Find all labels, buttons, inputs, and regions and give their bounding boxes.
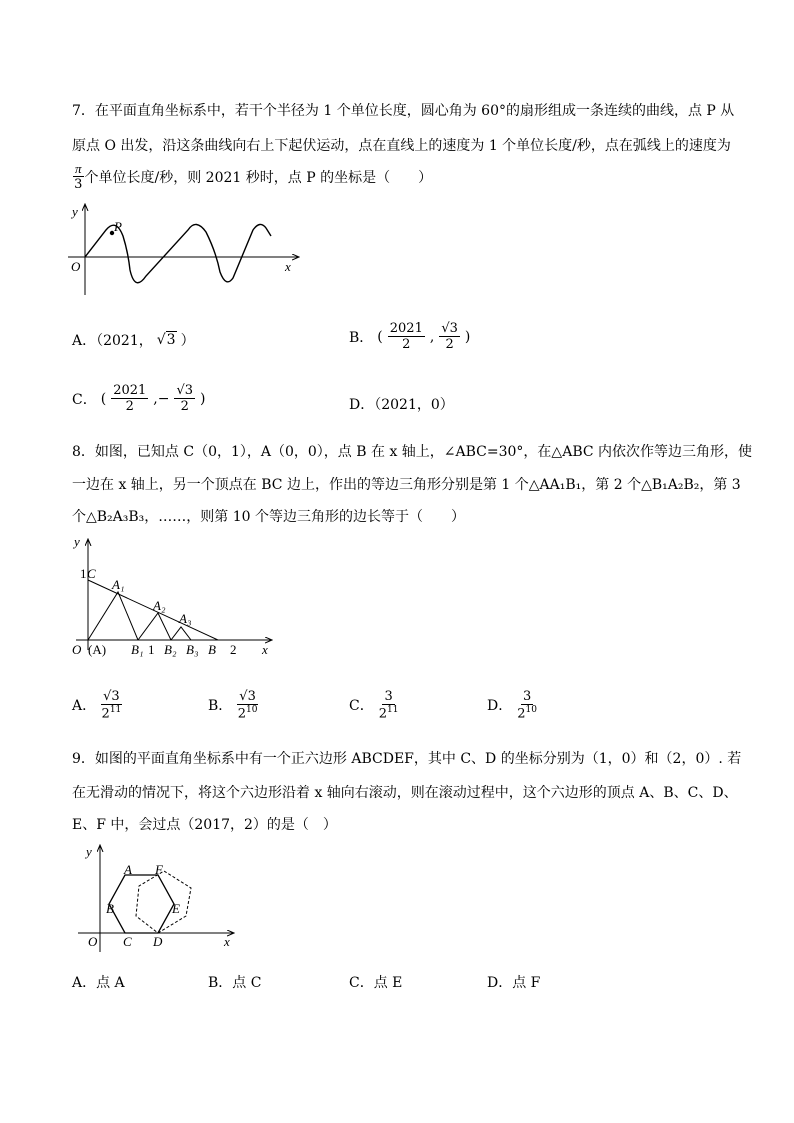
q7-figure [68,200,303,300]
x-label: x [285,259,291,274]
origin-label: O [71,259,81,274]
y-label: y [72,204,78,219]
q8-option-a[interactable]: A． $\frac{√3}{2^{11}}$ [72,689,122,722]
q8-option-c[interactable]: C． $\frac{3}{2^{11}}$ [349,689,399,722]
c-label: C [123,934,132,949]
q7-line2: 原点 O 出发，沿这条曲线向右上下起伏运动，点在直线上的速度为 1 个单位长度/秒，点在弧线上的速度为 [72,138,731,154]
origin-label: O [88,934,98,949]
sqrt-3: √3 [156,332,176,348]
x-two-label: 2 [230,642,237,657]
option-a-label: A．（2021， [72,333,153,349]
a-paren-label: (A) [88,642,107,657]
y-one-label: 1 [80,566,87,581]
q9-figure [78,840,238,955]
q9-option-c[interactable]: C．点 E [349,975,403,991]
hexagon-abcdef [109,875,174,933]
x-one-label: 1 [148,642,155,657]
option-a-label: A． [72,698,97,715]
q7-option-b[interactable]: B． ( $\frac{2021}{2}$ , $\frac{√3}{2}$ ) [349,321,471,352]
pi-symbol: π [75,161,82,176]
q9-option-a[interactable]: A．点 A [72,975,125,991]
q8-line1: 8．如图，已知点 C（0，1），A（0，0），点 B 在 x 轴上，∠ABC=30°，在△ABC 内依次作等边三角形，使 [72,444,753,460]
option-c-label: C． [72,391,97,408]
q7-option-a[interactable] [72,330,195,350]
q8-line2: 一边在 x 轴上，另一个顶点在 BC 边上，作出的等边三角形分别是第 1 个△AA₁B₁，第 2 个△B₁A₂B₂，第 3 [72,477,741,493]
b3-label: B₃ [186,642,199,657]
option-d-label: D． [487,698,513,715]
q9-option-d[interactable]: D．点 F [487,975,541,991]
d-label: D [153,934,163,949]
x-label: x [224,934,230,949]
q7-line1: 7．在平面直角坐标系中，若干个半径为 1 个单位长度，圆心角为 60°的扇形组成一条连续的曲线，点 P 从 [72,103,735,119]
q8-line3: 个△B₂A₃B₃，……，则第 10 个等边三角形的边长等于（ ） [72,509,466,525]
option-a-end: ） [180,333,195,349]
q7-option-d[interactable]: D．（2021，0） [349,397,454,413]
q9-line1: 9．如图的平面直角坐标系中有一个正六边形 ABCDEF，其中 C、D 的坐标分别为（1，0）和（2，0）. 若 [72,751,742,767]
x-label: x [262,642,268,657]
b2-label: B₂ [164,642,177,657]
q8-figure [68,532,283,662]
f-label: F [155,862,163,877]
q9-line2: 在无滑动的情况下，将这个六边形沿着 x 轴向右滚动，则在滚动过程中，这个六边形的顶点 A、B、C、D、 [72,785,738,801]
e-label: E [172,901,180,916]
q7-line3 [72,162,432,191]
q7-option-c[interactable]: C． ( $\frac{2021}{2}$ ,− $\frac{√3}{2}$ ) [72,383,206,414]
c-label: C [87,566,96,581]
a-label: A [124,862,132,877]
y-label: y [86,844,92,859]
q9-line3: E、F 中，会过点（2017，2）的是（ ） [72,817,337,833]
q9-option-b[interactable]: B．点 C [208,975,262,991]
q7-line3-text: 个单位长度/秒，则 2021 秒时，点 P 的坐标是（ ） [84,169,433,186]
option-b-label: B． [208,698,233,715]
p-label: P [114,219,122,234]
b-label: B [208,642,216,657]
triangle-3 [171,627,191,640]
pi-over-3-fraction [73,162,84,191]
b1-label: B₁ [131,642,144,657]
origin-label: O [72,642,82,657]
a1-label: A₁ [112,577,125,592]
option-b-label: B． [349,329,374,346]
y-label: y [74,534,80,549]
fraction-denominator: 3 [74,177,83,192]
a3-label: A₃ [179,611,192,626]
a2-label: A₂ [153,598,166,613]
b-label: B [106,901,114,916]
triangle-2 [138,613,171,640]
q8-option-d[interactable]: D． $\frac{3}{2^{10}}$ [487,689,537,722]
option-c-label: C． [349,698,374,715]
q8-option-b[interactable]: B． $\frac{√3}{2^{10}}$ [208,689,258,722]
